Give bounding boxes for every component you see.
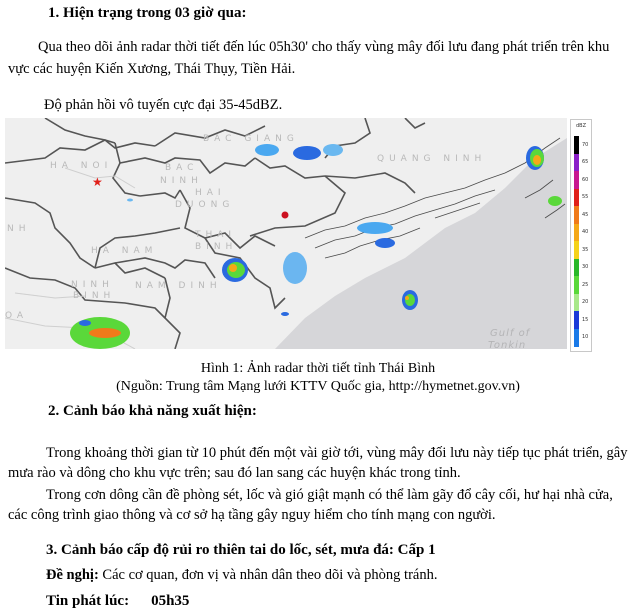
recommend-text: Các cơ quan, đơn vị và nhân dân theo dõi và phòng tránh.: [98, 567, 438, 583]
map-label-thai-binh-1: THAI: [195, 230, 237, 240]
radar-legend: [570, 119, 592, 352]
map-label-nam-dinh: NAM DINH: [135, 281, 222, 291]
map-label-edge-nh: NH: [7, 224, 31, 234]
issued-time: 05h35: [151, 593, 190, 609]
legend-tick-label: 55: [582, 194, 589, 201]
legend-tick-label: 65: [582, 159, 589, 166]
legend-tick-label: 70: [582, 141, 589, 148]
map-label-edge-oa: OA: [5, 311, 29, 321]
legend-color-segment: [574, 154, 579, 172]
legend-color-segment: [574, 206, 579, 224]
section2-paragraph-1: Trong khoảng thời gian từ 10 phút đến một vài giờ tới, vùng mây đối lưu này tiếp tục phát triển, gây mưa rào và dông cho khu vực trên; sau đó lan sang các huyện khác trong tỉnh.: [8, 445, 628, 481]
legend-color-segment: [574, 224, 579, 242]
radar-map-svg: [5, 118, 567, 349]
legend-color-segment: [574, 259, 579, 277]
reflectivity-text: Độ phản hồi vô tuyến cực đại 35-45dBZ.: [44, 97, 283, 113]
map-label-bac-giang: BAC GIANG: [203, 134, 299, 144]
legend-color-bar: [574, 136, 579, 346]
legend-tick-label: 45: [582, 211, 589, 218]
section3-heading: 3. Cảnh báo cấp độ rủi ro thiên tai do lốc, sét, mưa đá: Cấp 1: [46, 542, 436, 558]
map-label-quang-ninh: QUANG NINH: [377, 154, 487, 164]
legend-tick-label: 25: [582, 281, 589, 288]
sea-area: [275, 138, 567, 349]
issued-time-line: [46, 593, 189, 610]
legend-tick-label: 10: [582, 334, 589, 341]
section2-heading: 2. Cảnh báo khả năng xuất hiện:: [48, 403, 257, 419]
legend-color-segment: [574, 276, 579, 294]
location-dot-icon: [282, 212, 289, 219]
map-label-thai-binh-2: BINH: [195, 242, 238, 252]
map-label-bac-ninh-2: NINH: [160, 176, 203, 186]
legend-color-segment: [574, 136, 579, 154]
map-label-ha-noi: HA NOI: [50, 161, 113, 171]
section1-paragraph: Qua theo dõi ảnh radar thời tiết đến lúc 05h30' cho thấy vùng mây đối lưu đang phát triển trên khu vực các huyện Kiến Xương, Thái Thụy, Tiền Hải.: [8, 39, 610, 77]
legend-color-segment: [574, 189, 579, 207]
map-label-gulf-1: Gulf of: [490, 328, 531, 339]
legend-color-segment: [574, 171, 579, 189]
section2-paragraph-2: Trong cơn dông cần đề phòng sét, lốc và gió giật mạnh có thể làm gãy đổ cây cối, hư hại nhà cửa, các công trình giao thông và cơ sở hạ tầng gây nguy hiểm cho tính mạng con người.: [8, 487, 613, 523]
map-label-ninh-binh-1: NINH: [71, 280, 114, 290]
map-label-gulf-2: Tonkin: [488, 340, 527, 349]
recommend-label: Đề nghị:: [46, 567, 99, 583]
legend-tick-label: 35: [582, 246, 589, 253]
figure-source: (Nguồn: Trung tâm Mạng lưới KTTV Quốc gia, http://hymetnet.gov.vn): [116, 379, 520, 394]
legend-tick-label: 40: [582, 229, 589, 236]
map-label-hai-duong-2: DUONG: [175, 200, 235, 210]
legend-color-segment: [574, 311, 579, 329]
section1-heading: 1. Hiện trạng trong 03 giờ qua:: [48, 5, 247, 21]
capital-star-icon: ★: [92, 175, 103, 189]
legend-tick-label: 15: [582, 316, 589, 323]
legend-tick-label: 30: [582, 264, 589, 271]
legend-tick-label: 20: [582, 299, 589, 306]
legend-color-segment: [574, 241, 579, 259]
map-label-bac-ninh-1: BAC: [165, 163, 199, 173]
legend-tick-label: 60: [582, 176, 589, 183]
issued-label: Tin phát lúc:: [46, 593, 130, 609]
radar-map: [5, 118, 567, 349]
map-label-ha-nam: HA NAM: [91, 246, 158, 256]
legend-color-segment: [574, 329, 579, 347]
figure-caption: Hình 1: Ảnh radar thời tiết tỉnh Thái Bình: [200, 361, 436, 376]
legend-unit: dBZ: [576, 123, 587, 129]
map-label-ninh-binh-2: BINH: [73, 291, 116, 301]
legend-color-segment: [574, 294, 579, 312]
recommendation: [46, 567, 437, 584]
map-label-hai-duong-1: HAI: [195, 188, 226, 198]
